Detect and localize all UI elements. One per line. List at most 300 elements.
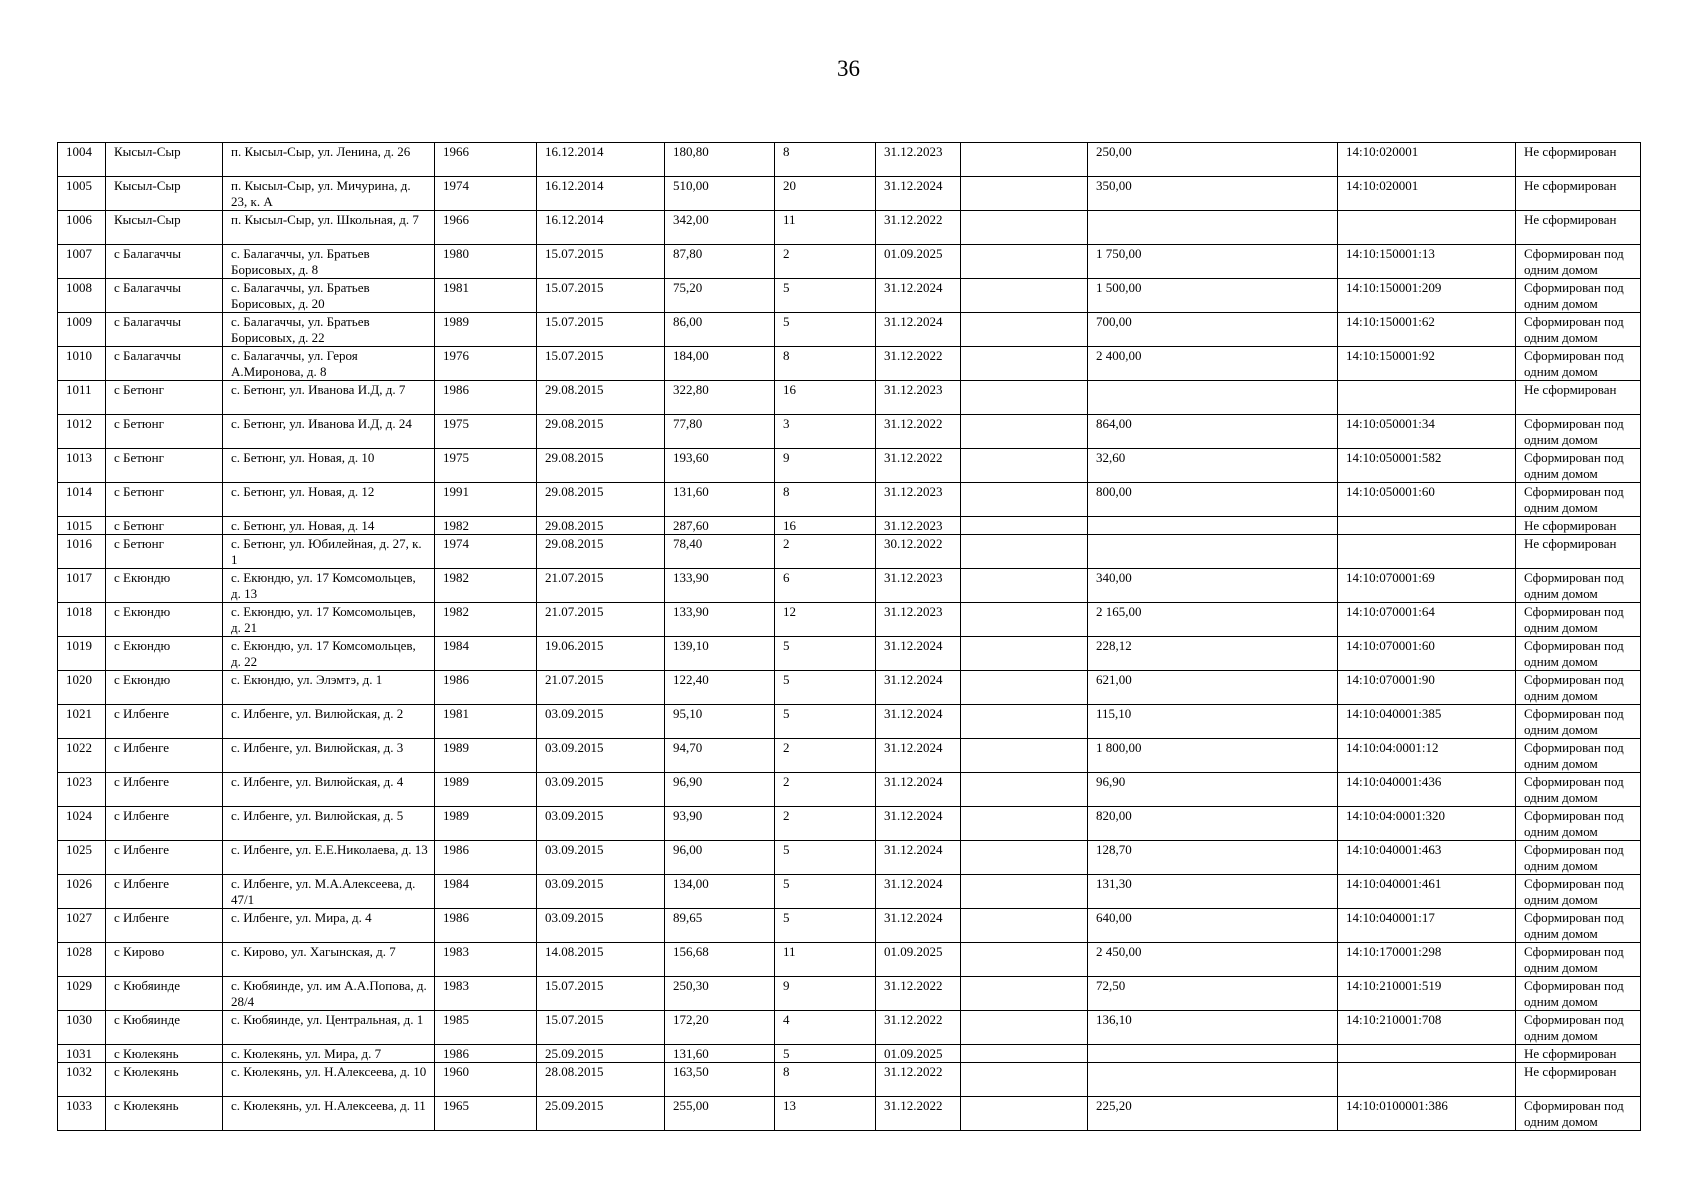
cell-locality: с Екюндю bbox=[106, 569, 223, 603]
cell-land-area: 340,00 bbox=[1088, 569, 1338, 603]
cell-date: 15.07.2015 bbox=[537, 1011, 665, 1045]
cell-address: с. Бетюнг, ул. Новая, д. 14 bbox=[223, 517, 435, 535]
cell-area: 94,70 bbox=[665, 739, 775, 773]
cell-residents: 8 bbox=[775, 143, 876, 177]
cell-land-area: 700,00 bbox=[1088, 313, 1338, 347]
cell-deadline: 31.12.2024 bbox=[876, 841, 961, 875]
cell-residents: 6 bbox=[775, 569, 876, 603]
cell-locality: Кысыл-Сыр bbox=[106, 177, 223, 211]
table-row bbox=[58, 705, 1641, 739]
cell-address: с. Илбенге, ул. Е.Е.Николаева, д. 13 bbox=[223, 841, 435, 875]
cell-row-number: 1012 bbox=[58, 415, 106, 449]
cell-row-number: 1022 bbox=[58, 739, 106, 773]
cell-locality: с Екюндю bbox=[106, 671, 223, 705]
cell-locality: с Илбенге bbox=[106, 773, 223, 807]
cell-address: с. Екюндю, ул. 17 Комсомольцев, д. 22 bbox=[223, 637, 435, 671]
cell-area: 322,80 bbox=[665, 381, 775, 415]
cell-residents: 2 bbox=[775, 807, 876, 841]
cell-land-area: 131,30 bbox=[1088, 875, 1338, 909]
cell-address: с. Илбенге, ул. М.А.Алексеева, д. 47/1 bbox=[223, 875, 435, 909]
cell-blank bbox=[961, 1045, 1088, 1063]
cell-date: 21.07.2015 bbox=[537, 569, 665, 603]
cell-area: 75,20 bbox=[665, 279, 775, 313]
cell-deadline: 01.09.2025 bbox=[876, 245, 961, 279]
cell-address: п. Кысыл-Сыр, ул. Ленина, д. 26 bbox=[223, 143, 435, 177]
cell-cadastral-number: 14:10:04:0001:12 bbox=[1338, 739, 1516, 773]
table-row bbox=[58, 279, 1641, 313]
cell-land-status: Сформирован под одним домом bbox=[1516, 977, 1641, 1011]
cell-year-built: 1986 bbox=[435, 671, 537, 705]
cell-land-area bbox=[1088, 211, 1338, 245]
cell-land-status: Сформирован под одним домом bbox=[1516, 909, 1641, 943]
cell-land-area: 250,00 bbox=[1088, 143, 1338, 177]
cell-area: 95,10 bbox=[665, 705, 775, 739]
cell-date: 21.07.2015 bbox=[537, 603, 665, 637]
cell-row-number: 1015 bbox=[58, 517, 106, 535]
cell-cadastral-number: 14:10:040001:385 bbox=[1338, 705, 1516, 739]
table-row bbox=[58, 603, 1641, 637]
cell-area: 78,40 bbox=[665, 535, 775, 569]
cell-land-area bbox=[1088, 1063, 1338, 1097]
cell-residents: 5 bbox=[775, 279, 876, 313]
table-row bbox=[58, 483, 1641, 517]
cell-land-area: 136,10 bbox=[1088, 1011, 1338, 1045]
cell-land-area: 2 165,00 bbox=[1088, 603, 1338, 637]
cell-deadline: 31.12.2024 bbox=[876, 705, 961, 739]
cell-area: 510,00 bbox=[665, 177, 775, 211]
table-row bbox=[58, 637, 1641, 671]
cell-locality: с Кюлекянь bbox=[106, 1045, 223, 1063]
cell-area: 342,00 bbox=[665, 211, 775, 245]
cell-deadline: 31.12.2023 bbox=[876, 381, 961, 415]
cell-land-status: Сформирован под одним домом bbox=[1516, 483, 1641, 517]
cell-row-number: 1025 bbox=[58, 841, 106, 875]
cell-row-number: 1026 bbox=[58, 875, 106, 909]
cell-deadline: 31.12.2022 bbox=[876, 449, 961, 483]
cell-deadline: 01.09.2025 bbox=[876, 1045, 961, 1063]
cell-cadastral-number: 14:10:050001:60 bbox=[1338, 483, 1516, 517]
cell-land-area: 228,12 bbox=[1088, 637, 1338, 671]
cell-blank bbox=[961, 313, 1088, 347]
cell-land-area: 820,00 bbox=[1088, 807, 1338, 841]
cell-blank bbox=[961, 977, 1088, 1011]
table-row bbox=[58, 517, 1641, 535]
cell-address: с. Бетюнг, ул. Иванова И.Д, д. 24 bbox=[223, 415, 435, 449]
cell-blank bbox=[961, 177, 1088, 211]
cell-row-number: 1031 bbox=[58, 1045, 106, 1063]
cell-locality: с Балагаччы bbox=[106, 347, 223, 381]
cell-year-built: 1983 bbox=[435, 943, 537, 977]
cell-year-built: 1991 bbox=[435, 483, 537, 517]
cell-locality: с Екюндю bbox=[106, 603, 223, 637]
cell-date: 15.07.2015 bbox=[537, 313, 665, 347]
cell-land-status: Сформирован под одним домом bbox=[1516, 1011, 1641, 1045]
cell-residents: 12 bbox=[775, 603, 876, 637]
cell-locality: с Балагаччы bbox=[106, 245, 223, 279]
cell-locality: с Кюлекянь bbox=[106, 1063, 223, 1097]
cell-cadastral-number: 14:10:150001:13 bbox=[1338, 245, 1516, 279]
cell-land-area: 96,90 bbox=[1088, 773, 1338, 807]
cell-area: 131,60 bbox=[665, 483, 775, 517]
cell-land-area: 32,60 bbox=[1088, 449, 1338, 483]
cell-row-number: 1032 bbox=[58, 1063, 106, 1097]
cell-blank bbox=[961, 807, 1088, 841]
cell-land-status: Сформирован под одним домом bbox=[1516, 279, 1641, 313]
cell-locality: Кысыл-Сыр bbox=[106, 211, 223, 245]
cell-land-area bbox=[1088, 517, 1338, 535]
cell-row-number: 1009 bbox=[58, 313, 106, 347]
cell-address: п. Кысыл-Сыр, ул. Мичурина, д. 23, к. А bbox=[223, 177, 435, 211]
cell-blank bbox=[961, 483, 1088, 517]
cell-address: с. Балагаччы, ул. Братьев Борисовых, д. 20 bbox=[223, 279, 435, 313]
cell-year-built: 1976 bbox=[435, 347, 537, 381]
cell-blank bbox=[961, 909, 1088, 943]
cell-year-built: 1983 bbox=[435, 977, 537, 1011]
cell-blank bbox=[961, 875, 1088, 909]
cell-residents: 13 bbox=[775, 1097, 876, 1131]
cell-row-number: 1029 bbox=[58, 977, 106, 1011]
cell-land-status: Не сформирован bbox=[1516, 381, 1641, 415]
cell-year-built: 1980 bbox=[435, 245, 537, 279]
cell-row-number: 1008 bbox=[58, 279, 106, 313]
cell-deadline: 31.12.2022 bbox=[876, 1063, 961, 1097]
cell-year-built: 1986 bbox=[435, 381, 537, 415]
table-row bbox=[58, 177, 1641, 211]
cell-residents: 8 bbox=[775, 347, 876, 381]
cell-date: 03.09.2015 bbox=[537, 807, 665, 841]
cell-year-built: 1989 bbox=[435, 313, 537, 347]
cell-residents: 5 bbox=[775, 671, 876, 705]
cell-locality: с Бетюнг bbox=[106, 535, 223, 569]
table-row bbox=[58, 841, 1641, 875]
cell-residents: 2 bbox=[775, 245, 876, 279]
cell-year-built: 1960 bbox=[435, 1063, 537, 1097]
table-row bbox=[58, 739, 1641, 773]
cell-locality: с Кирово bbox=[106, 943, 223, 977]
cell-residents: 5 bbox=[775, 313, 876, 347]
cell-blank bbox=[961, 637, 1088, 671]
cell-row-number: 1027 bbox=[58, 909, 106, 943]
table-row bbox=[58, 211, 1641, 245]
cell-year-built: 1975 bbox=[435, 449, 537, 483]
cell-deadline: 31.12.2022 bbox=[876, 211, 961, 245]
cell-blank bbox=[961, 517, 1088, 535]
cell-cadastral-number: 14:10:070001:64 bbox=[1338, 603, 1516, 637]
cell-date: 29.08.2015 bbox=[537, 517, 665, 535]
cell-blank bbox=[961, 211, 1088, 245]
cell-cadastral-number: 14:10:210001:519 bbox=[1338, 977, 1516, 1011]
cell-deadline: 31.12.2024 bbox=[876, 313, 961, 347]
cell-area: 156,68 bbox=[665, 943, 775, 977]
cell-residents: 5 bbox=[775, 1045, 876, 1063]
cell-address: с. Илбенге, ул. Вилюйская, д. 4 bbox=[223, 773, 435, 807]
cell-residents: 16 bbox=[775, 517, 876, 535]
cell-row-number: 1030 bbox=[58, 1011, 106, 1045]
cell-locality: с Илбенге bbox=[106, 807, 223, 841]
cell-area: 134,00 bbox=[665, 875, 775, 909]
cell-year-built: 1986 bbox=[435, 909, 537, 943]
cell-address: с. Екюндю, ул. 17 Комсомольцев, д. 21 bbox=[223, 603, 435, 637]
cell-year-built: 1974 bbox=[435, 535, 537, 569]
cell-address: с. Екюндю, ул. 17 Комсомольцев, д. 13 bbox=[223, 569, 435, 603]
cell-residents: 8 bbox=[775, 1063, 876, 1097]
cell-land-area: 2 450,00 bbox=[1088, 943, 1338, 977]
cell-blank bbox=[961, 603, 1088, 637]
cell-blank bbox=[961, 739, 1088, 773]
cell-land-status: Сформирован под одним домом bbox=[1516, 739, 1641, 773]
cell-deadline: 31.12.2022 bbox=[876, 415, 961, 449]
cell-date: 03.09.2015 bbox=[537, 875, 665, 909]
cell-blank bbox=[961, 449, 1088, 483]
cell-row-number: 1013 bbox=[58, 449, 106, 483]
cell-area: 131,60 bbox=[665, 1045, 775, 1063]
table-row bbox=[58, 415, 1641, 449]
cell-land-area: 1 500,00 bbox=[1088, 279, 1338, 313]
table-row bbox=[58, 807, 1641, 841]
table-row bbox=[58, 143, 1641, 177]
cell-residents: 3 bbox=[775, 415, 876, 449]
cell-deadline: 31.12.2022 bbox=[876, 977, 961, 1011]
cell-residents: 11 bbox=[775, 943, 876, 977]
cell-area: 287,60 bbox=[665, 517, 775, 535]
table-row bbox=[58, 875, 1641, 909]
cell-blank bbox=[961, 569, 1088, 603]
cell-deadline: 01.09.2025 bbox=[876, 943, 961, 977]
cell-date: 03.09.2015 bbox=[537, 909, 665, 943]
cell-address: с. Кюлекянь, ул. Н.Алексеева, д. 11 bbox=[223, 1097, 435, 1131]
cell-cadastral-number: 14:10:170001:298 bbox=[1338, 943, 1516, 977]
cell-cadastral-number: 14:10:020001 bbox=[1338, 143, 1516, 177]
cell-area: 87,80 bbox=[665, 245, 775, 279]
cell-cadastral-number bbox=[1338, 517, 1516, 535]
cell-area: 184,00 bbox=[665, 347, 775, 381]
cell-residents: 5 bbox=[775, 909, 876, 943]
cell-land-status: Сформирован под одним домом bbox=[1516, 943, 1641, 977]
cell-residents: 9 bbox=[775, 449, 876, 483]
cell-area: 96,90 bbox=[665, 773, 775, 807]
cell-deadline: 31.12.2024 bbox=[876, 637, 961, 671]
cell-row-number: 1007 bbox=[58, 245, 106, 279]
cell-locality: с Илбенге bbox=[106, 841, 223, 875]
cell-land-area: 621,00 bbox=[1088, 671, 1338, 705]
cell-area: 77,80 bbox=[665, 415, 775, 449]
cell-date: 15.07.2015 bbox=[537, 245, 665, 279]
cell-address: с. Кюбяинде, ул. Центральная, д. 1 bbox=[223, 1011, 435, 1045]
cell-date: 29.08.2015 bbox=[537, 381, 665, 415]
cell-cadastral-number: 14:10:050001:34 bbox=[1338, 415, 1516, 449]
cell-address: с. Илбенге, ул. Вилюйская, д. 2 bbox=[223, 705, 435, 739]
cell-cadastral-number: 14:10:040001:463 bbox=[1338, 841, 1516, 875]
cell-land-status: Сформирован под одним домом bbox=[1516, 603, 1641, 637]
cell-land-status: Не сформирован bbox=[1516, 517, 1641, 535]
cell-area: 89,65 bbox=[665, 909, 775, 943]
cell-address: с. Балагаччы, ул. Братьев Борисовых, д. 22 bbox=[223, 313, 435, 347]
cell-date: 03.09.2015 bbox=[537, 773, 665, 807]
cell-locality: с Екюндю bbox=[106, 637, 223, 671]
cell-cadastral-number: 14:10:040001:436 bbox=[1338, 773, 1516, 807]
cell-date: 15.07.2015 bbox=[537, 347, 665, 381]
cell-land-area: 72,50 bbox=[1088, 977, 1338, 1011]
cell-land-area: 640,00 bbox=[1088, 909, 1338, 943]
cell-address: с. Илбенге, ул. Мира, д. 4 bbox=[223, 909, 435, 943]
cell-year-built: 1982 bbox=[435, 517, 537, 535]
cell-address: с. Екюндю, ул. Элэмтэ, д. 1 bbox=[223, 671, 435, 705]
cell-deadline: 31.12.2024 bbox=[876, 875, 961, 909]
cell-deadline: 31.12.2022 bbox=[876, 1011, 961, 1045]
table-row bbox=[58, 943, 1641, 977]
cell-area: 255,00 bbox=[665, 1097, 775, 1131]
cell-land-status: Сформирован под одним домом bbox=[1516, 245, 1641, 279]
cell-row-number: 1021 bbox=[58, 705, 106, 739]
cell-locality: с Кюбяинде bbox=[106, 977, 223, 1011]
cell-deadline: 31.12.2024 bbox=[876, 739, 961, 773]
cell-cadastral-number: 14:10:040001:17 bbox=[1338, 909, 1516, 943]
cell-date: 25.09.2015 bbox=[537, 1045, 665, 1063]
cell-land-status: Сформирован под одним домом bbox=[1516, 569, 1641, 603]
cell-land-status: Сформирован под одним домом bbox=[1516, 875, 1641, 909]
cell-year-built: 1984 bbox=[435, 637, 537, 671]
cell-address: с. Бетюнг, ул. Юбилейная, д. 27, к. 1 bbox=[223, 535, 435, 569]
cell-residents: 11 bbox=[775, 211, 876, 245]
cell-land-status: Не сформирован bbox=[1516, 143, 1641, 177]
cell-area: 172,20 bbox=[665, 1011, 775, 1045]
cell-residents: 5 bbox=[775, 637, 876, 671]
cell-cadastral-number: 14:10:050001:582 bbox=[1338, 449, 1516, 483]
cell-area: 96,00 bbox=[665, 841, 775, 875]
cell-land-area: 128,70 bbox=[1088, 841, 1338, 875]
cell-land-status: Сформирован под одним домом bbox=[1516, 1097, 1641, 1131]
cell-area: 122,40 bbox=[665, 671, 775, 705]
cell-address: с. Илбенге, ул. Вилюйская, д. 3 bbox=[223, 739, 435, 773]
cell-blank bbox=[961, 1011, 1088, 1045]
cell-cadastral-number: 14:10:150001:209 bbox=[1338, 279, 1516, 313]
cell-cadastral-number: 14:10:020001 bbox=[1338, 177, 1516, 211]
cell-locality: с Илбенге bbox=[106, 875, 223, 909]
cell-date: 16.12.2014 bbox=[537, 177, 665, 211]
cell-locality: с Илбенге bbox=[106, 705, 223, 739]
cell-locality: с Бетюнг bbox=[106, 381, 223, 415]
cell-land-area: 2 400,00 bbox=[1088, 347, 1338, 381]
cell-area: 163,50 bbox=[665, 1063, 775, 1097]
cell-land-status: Сформирован под одним домом bbox=[1516, 415, 1641, 449]
table-row bbox=[58, 1063, 1641, 1097]
cell-date: 16.12.2014 bbox=[537, 143, 665, 177]
cell-residents: 2 bbox=[775, 773, 876, 807]
cell-address: п. Кысыл-Сыр, ул. Школьная, д. 7 bbox=[223, 211, 435, 245]
cell-year-built: 1985 bbox=[435, 1011, 537, 1045]
cell-date: 14.08.2015 bbox=[537, 943, 665, 977]
cell-area: 133,90 bbox=[665, 569, 775, 603]
cell-locality: с Бетюнг bbox=[106, 449, 223, 483]
cell-deadline: 31.12.2024 bbox=[876, 909, 961, 943]
cell-land-status: Не сформирован bbox=[1516, 211, 1641, 245]
cell-date: 21.07.2015 bbox=[537, 671, 665, 705]
cell-row-number: 1016 bbox=[58, 535, 106, 569]
cell-cadastral-number: 14:10:04:0001:320 bbox=[1338, 807, 1516, 841]
cell-date: 28.08.2015 bbox=[537, 1063, 665, 1097]
cell-land-area bbox=[1088, 535, 1338, 569]
cell-area: 193,60 bbox=[665, 449, 775, 483]
cell-blank bbox=[961, 1097, 1088, 1131]
cell-land-status: Сформирован под одним домом bbox=[1516, 637, 1641, 671]
cell-cadastral-number: 14:10:150001:92 bbox=[1338, 347, 1516, 381]
cell-year-built: 1984 bbox=[435, 875, 537, 909]
cell-deadline: 31.12.2023 bbox=[876, 603, 961, 637]
table-row bbox=[58, 671, 1641, 705]
cell-date: 03.09.2015 bbox=[537, 841, 665, 875]
cell-locality: с Илбенге bbox=[106, 909, 223, 943]
table-row bbox=[58, 1097, 1641, 1131]
cell-year-built: 1989 bbox=[435, 773, 537, 807]
cell-area: 86,00 bbox=[665, 313, 775, 347]
cell-cadastral-number: 14:10:150001:62 bbox=[1338, 313, 1516, 347]
cell-address: с. Илбенге, ул. Вилюйская, д. 5 bbox=[223, 807, 435, 841]
cell-row-number: 1020 bbox=[58, 671, 106, 705]
cell-row-number: 1033 bbox=[58, 1097, 106, 1131]
cell-deadline: 31.12.2023 bbox=[876, 569, 961, 603]
cell-area: 250,30 bbox=[665, 977, 775, 1011]
cell-deadline: 31.12.2024 bbox=[876, 807, 961, 841]
cell-land-area: 1 800,00 bbox=[1088, 739, 1338, 773]
cell-year-built: 1965 bbox=[435, 1097, 537, 1131]
cell-row-number: 1014 bbox=[58, 483, 106, 517]
cell-year-built: 1966 bbox=[435, 143, 537, 177]
cell-date: 29.08.2015 bbox=[537, 415, 665, 449]
cell-land-area: 1 750,00 bbox=[1088, 245, 1338, 279]
cell-cadastral-number bbox=[1338, 381, 1516, 415]
cell-deadline: 31.12.2024 bbox=[876, 279, 961, 313]
table-row bbox=[58, 1045, 1641, 1063]
cell-year-built: 1986 bbox=[435, 841, 537, 875]
cell-row-number: 1023 bbox=[58, 773, 106, 807]
cell-date: 15.07.2015 bbox=[537, 279, 665, 313]
cell-deadline: 31.12.2023 bbox=[876, 143, 961, 177]
page-number: 36 bbox=[837, 56, 860, 81]
cell-land-status: Не сформирован bbox=[1516, 1045, 1641, 1063]
cell-deadline: 31.12.2024 bbox=[876, 177, 961, 211]
cell-blank bbox=[961, 245, 1088, 279]
table-row bbox=[58, 245, 1641, 279]
cell-year-built: 1975 bbox=[435, 415, 537, 449]
cell-address: с. Бетюнг, ул. Новая, д. 10 bbox=[223, 449, 435, 483]
cell-address: с. Балагаччы, ул. Героя А.Миронова, д. 8 bbox=[223, 347, 435, 381]
cell-residents: 5 bbox=[775, 705, 876, 739]
cell-land-status: Не сформирован bbox=[1516, 535, 1641, 569]
cell-row-number: 1005 bbox=[58, 177, 106, 211]
cell-land-area: 350,00 bbox=[1088, 177, 1338, 211]
cell-deadline: 31.12.2022 bbox=[876, 1097, 961, 1131]
cell-land-area: 864,00 bbox=[1088, 415, 1338, 449]
cell-row-number: 1010 bbox=[58, 347, 106, 381]
cell-cadastral-number bbox=[1338, 1063, 1516, 1097]
cell-land-status: Сформирован под одним домом bbox=[1516, 705, 1641, 739]
cell-residents: 2 bbox=[775, 739, 876, 773]
cell-year-built: 1982 bbox=[435, 603, 537, 637]
cell-address: с. Кирово, ул. Хагынская, д. 7 bbox=[223, 943, 435, 977]
cell-cadastral-number: 14:10:0100001:386 bbox=[1338, 1097, 1516, 1131]
cell-date: 15.07.2015 bbox=[537, 977, 665, 1011]
cell-land-status: Не сформирован bbox=[1516, 177, 1641, 211]
cell-address: с. Балагаччы, ул. Братьев Борисовых, д. 8 bbox=[223, 245, 435, 279]
cell-locality: с Кюлекянь bbox=[106, 1097, 223, 1131]
cell-date: 29.08.2015 bbox=[537, 483, 665, 517]
cell-address: с. Бетюнг, ул. Новая, д. 12 bbox=[223, 483, 435, 517]
cell-residents: 16 bbox=[775, 381, 876, 415]
table-row bbox=[58, 313, 1641, 347]
cell-residents: 4 bbox=[775, 1011, 876, 1045]
table-row bbox=[58, 1011, 1641, 1045]
cell-locality: с Бетюнг bbox=[106, 415, 223, 449]
